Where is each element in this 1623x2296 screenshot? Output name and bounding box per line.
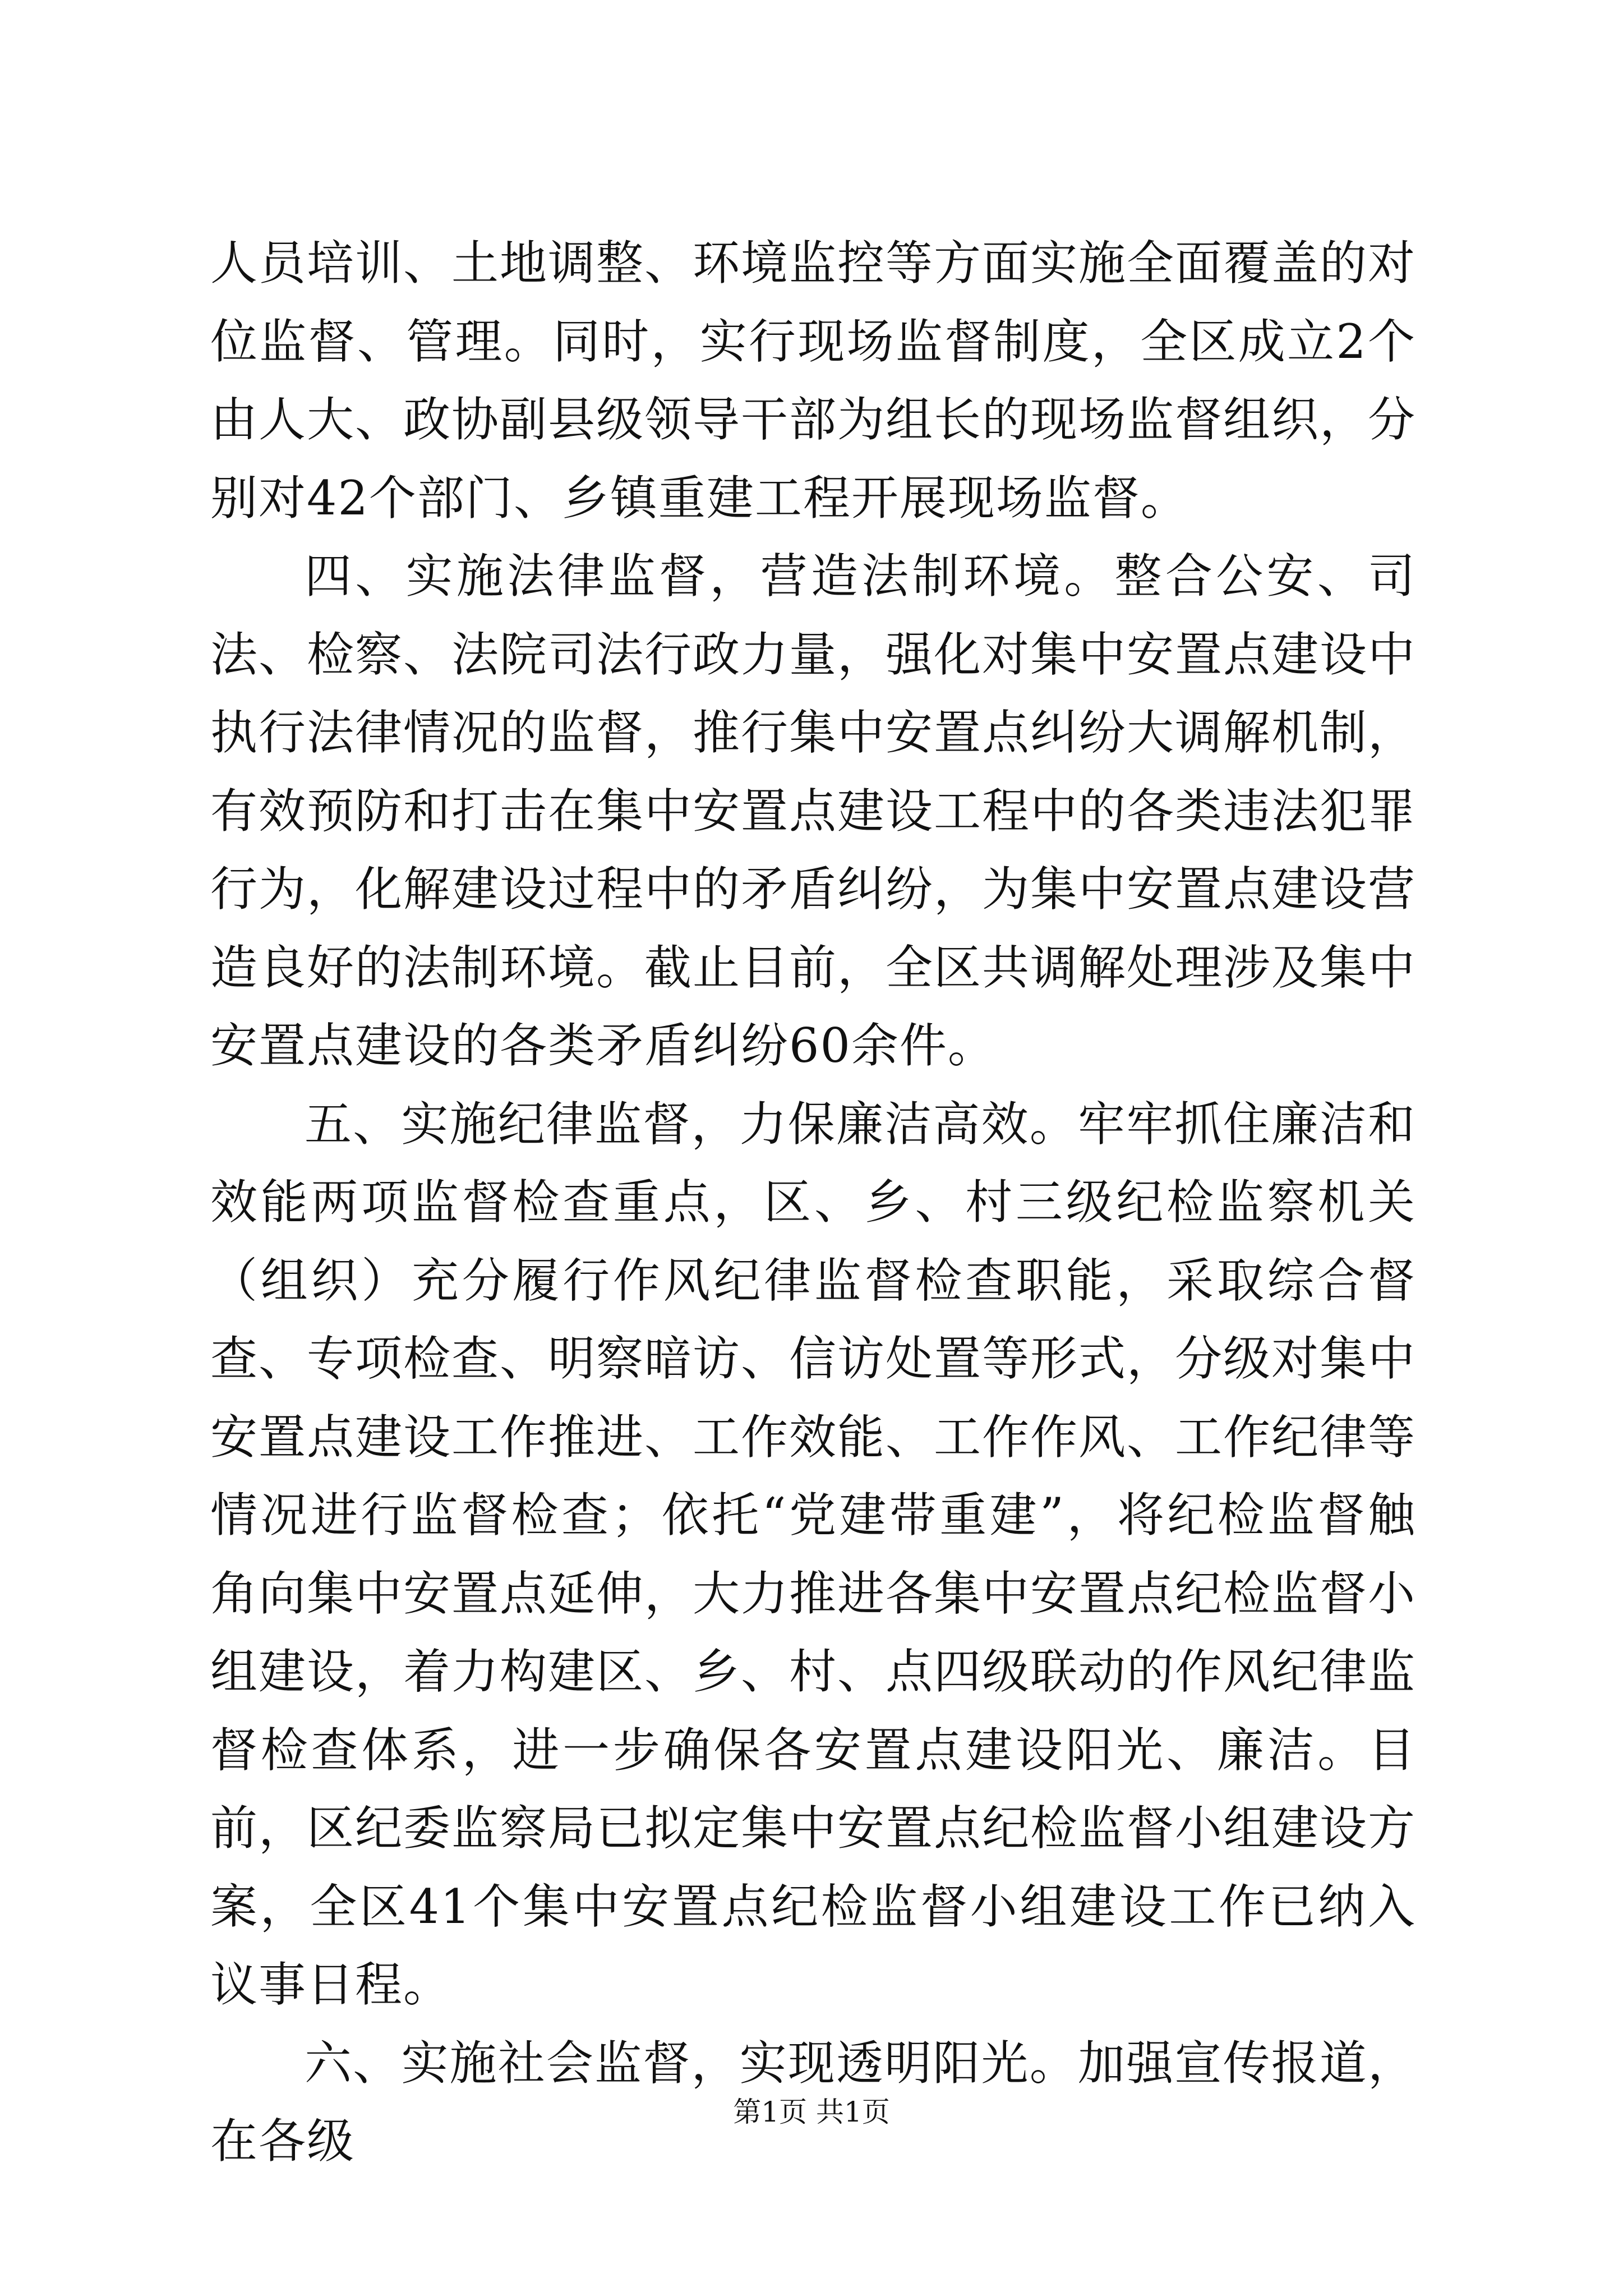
- paragraph-1: 人员培训、土地调整、环境监控等方面实施全面覆盖的对位监督、管理。同时，实行现场监督制度，全区成立2个由人大、政协副县级领导干部为组长的现场监督组织，分别对42个部门、乡镇重建工程开展现场监督。: [210, 236, 1417, 526]
- page-footer: 第1页 共1页: [733, 2096, 890, 2128]
- paragraph-3: 五、实施纪律监督，力保廉洁高效。牢牢抓住廉洁和效能两项监督检查重点，区、乡、村三级纪检监察机关（组织）充分履行作风纪律监督检查职能，采取综合督查、专项检查、明察暗访、信访处置等形式，分级对集中安置点建设工作推进、工作效能、工作作风、工作纪律等情况进行监督检查；依托“党建带重建”，将纪检监督触角向集中安置点延伸，大力推进各集中安置点纪检监督小组建设，着力构建区、乡、村、点四级联动的作风纪律监督检查体系，进一步确保各安置点建设阳光、廉洁。目前，区纪委监察局已拟定集中安置点纪检监督小组建设方案，全区41个集中安置点纪检监督小组建设工作已纳入议事日程。: [210, 1096, 1417, 2012]
- paragraph-2: 四、实施法律监督，营造法制环境。整合公安、司法、检察、法院司法行政力量，强化对集中安置点建设中执行法律情况的监督，推行集中安置点纠纷大调解机制，有效预防和打击在集中安置点建设工程中的各类违法犯罪行为，化解建设过程中的矛盾纠纷，为集中安置点建设营造良好的法制环境。截止目前，全区共调解处理涉及集中安置点建设的各类矛盾纠纷60余件。: [210, 549, 1417, 1073]
- paragraph-4: 六、实施社会监督，实现透明阳光。加强宣传报道，在各级: [210, 2035, 1416, 2169]
- document-body: [210, 224, 1416, 2181]
